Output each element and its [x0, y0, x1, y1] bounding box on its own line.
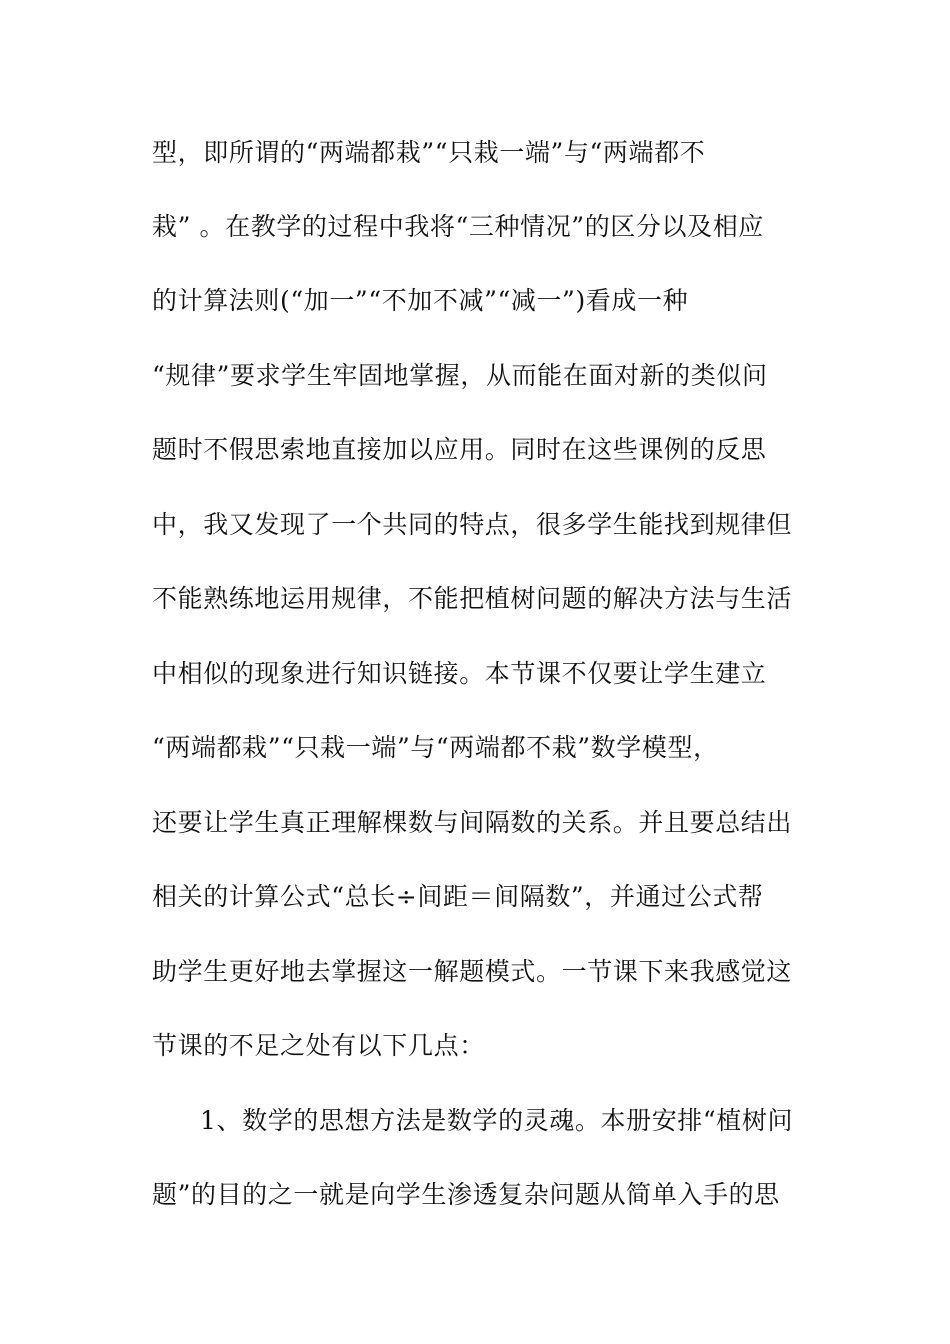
text-line: 还要让学生真正理解棵数与间隔数的关系。并且要总结出: [152, 808, 793, 837]
text-line: 栽” 。在教学的过程中我将“三种情况”的区分以及相应: [152, 212, 764, 241]
text-line: “两端都栽”“只栽一端”与“两端都不栽”数学模型，: [152, 733, 719, 762]
text-line: 中，我又发现了一个共同的特点，很多学生能找到规律但: [152, 510, 793, 539]
text-line: 助学生更好地去掌握这一解题模式。一节课下来我感觉这: [152, 957, 793, 986]
text-line: 题”的目的之一就是向学生渗透复杂问题从简单入手的思: [152, 1180, 780, 1209]
text-line: “规律”要求学生牢固地掌握，从而能在面对新的类似问: [152, 361, 768, 390]
text-line: 型，即所谓的“两端都栽”“只栽一端”与“两端都不: [152, 138, 706, 167]
text-line: 题时不假思索地直接加以应用。同时在这些课例的反思: [152, 435, 767, 464]
text-line: 中相似的现象进行知识链接。本节课不仅要让学生建立: [152, 659, 767, 688]
text-line: 不能熟练地运用规律，不能把植树问题的解决方法与生活: [152, 584, 793, 613]
text-line: 节课的不足之处有以下几点：: [152, 1031, 485, 1060]
text-line: 相关的计算公式“总长÷间距＝间隔数”，并通过公式帮: [152, 882, 764, 911]
text-line: 1、数学的思想方法是数学的灵魂。本册安排“植树问: [200, 1106, 794, 1135]
text-line: 的计算法则(“加一”“不加不减”“减一”)看成一种: [152, 286, 689, 315]
